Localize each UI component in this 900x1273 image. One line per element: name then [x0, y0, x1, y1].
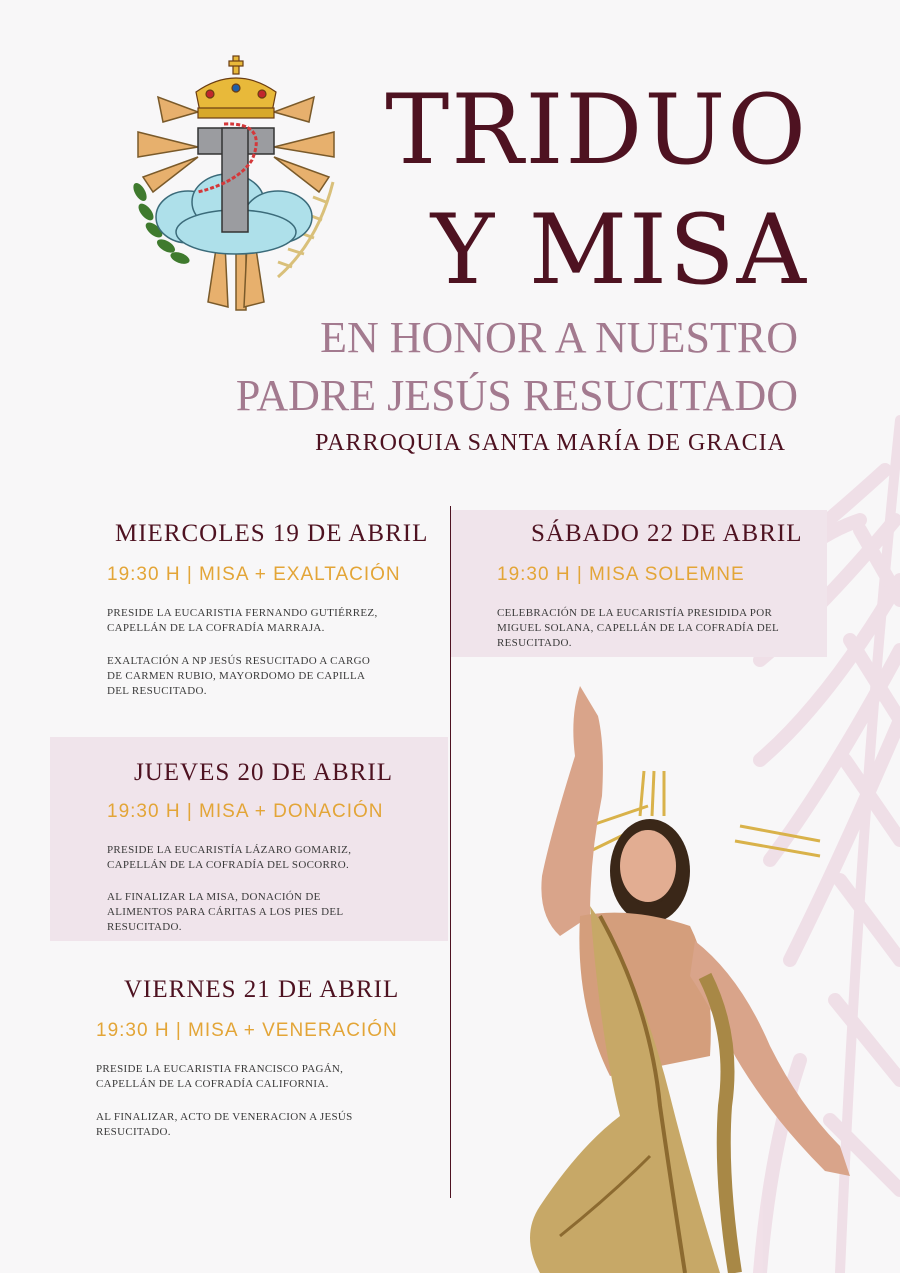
subtitle-line-2: PADRE JESÚS RESUCITADO	[235, 371, 798, 420]
day-description: EXALTACIÓN A NP JESÚS RESUCITADO A CARGO DE CARMEN RUBIO, MAYORDOMO DE CAPILLA DEL RESUCITADO.	[107, 655, 371, 697]
day-time: 19:30 H | MISA + VENERACIÓN	[96, 1020, 398, 1041]
day-description: CELEBRACIÓN DE LA EUCARISTÍA PRESIDIDA POR MIGUEL SOLANA, CAPELLÁN DE LA COFRADÍA DEL RESUCITADO.	[497, 607, 779, 649]
title-line-1: TRIDUO	[385, 74, 808, 186]
day-block-thursday	[50, 737, 448, 941]
day-description: PRESIDE LA EUCARISTIA FERNANDO GUTIÉRREZ, CAPELLÁN DE LA COFRADÍA MARRAJA.	[107, 607, 378, 634]
title-line-2: Y MISA	[430, 194, 808, 306]
day-description: AL FINALIZAR LA MISA, DONACIÓN DE ALIMENTOS PARA CÁRITAS A LOS PIES DEL RESUCITADO.	[107, 891, 343, 933]
cofradia-emblem	[128, 52, 344, 314]
day-description: PRESIDE LA EUCARISTÍA LÁZARO GOMARIZ, CAPELLÁN DE LA COFRADÍA DEL SOCORRO.	[107, 844, 352, 871]
parish-name: PARROQUIA SANTA MARÍA DE GRACIA	[315, 430, 786, 456]
day-date: JUEVES 20 DE ABRIL	[134, 759, 393, 786]
day-date: VIERNES 21 DE ABRIL	[124, 976, 400, 1003]
day-description: PRESIDE LA EUCARISTIA FRANCISCO PAGÁN, CAPELLÁN DE LA COFRADÍA CALIFORNIA.	[96, 1063, 344, 1090]
day-block-wednesday	[60, 506, 440, 726]
day-description: AL FINALIZAR, ACTO DE VENERACION A JESÚS RESUCITADO.	[96, 1111, 353, 1138]
day-time: 19:30 H | MISA + DONACIÓN	[107, 801, 384, 822]
day-date: MIERCOLES 19 DE ABRIL	[115, 520, 429, 547]
jesus-resucitado-statue	[520, 676, 880, 1273]
day-time: 19:30 H | MISA SOLEMNE	[497, 564, 745, 585]
day-block-friday	[60, 962, 440, 1162]
subtitle-line-1: EN HONOR A NUESTRO	[320, 313, 798, 362]
day-block-saturday	[451, 510, 827, 657]
day-time: 19:30 H | MISA + EXALTACIÓN	[107, 564, 401, 585]
day-date: SÁBADO 22 DE ABRIL	[531, 520, 803, 547]
